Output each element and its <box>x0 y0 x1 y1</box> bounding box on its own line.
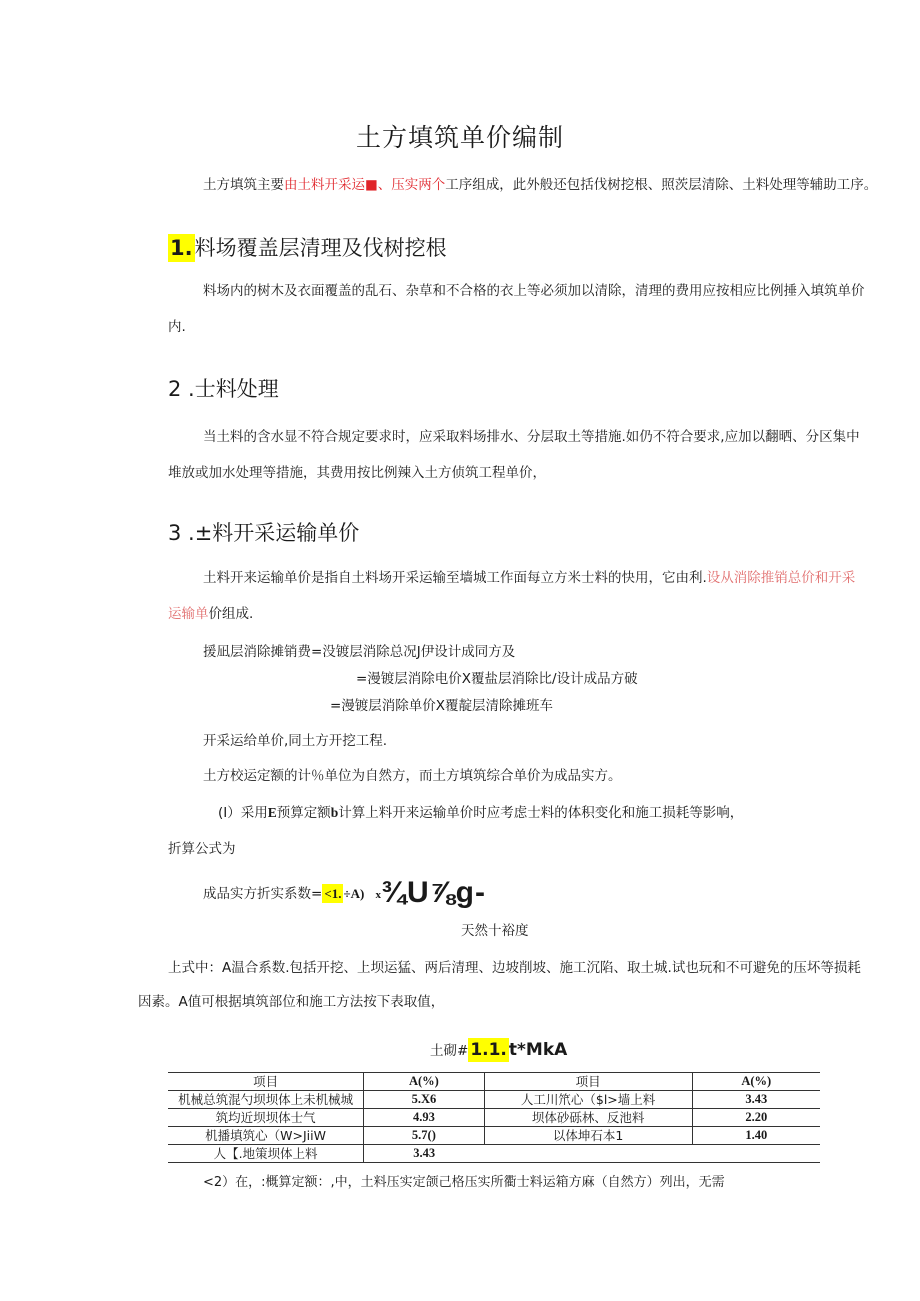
section3-para-highlight2: 运输单 <box>168 606 209 622</box>
table-cell: 坝体砂砾林、反池料 <box>484 1109 692 1127</box>
formula-line3: =漫镀层消除单价X覆靛层清除摊班车 <box>330 698 554 714</box>
item1-bold2: b <box>330 805 339 820</box>
item1-rest: 计算上料开来运输单价时应考虑士料的体积变化和施工损耗等影响， <box>338 805 744 821</box>
table-cell <box>692 1145 820 1163</box>
formula-line1: 援凪层消除摊销费=没镀层消除总况J伊设计成同方及 <box>203 644 516 660</box>
table-cell: 4.93 <box>364 1109 484 1127</box>
conversion-mid: ÷A) <box>343 886 365 901</box>
conversion-highlight: <1. <box>324 886 342 901</box>
where-line2: 因素。A值可根据填筑部位和施工方法按下表取值， <box>138 994 445 1010</box>
table-caption-highlight: 1.1. <box>470 1040 507 1060</box>
section2-para-line2: 堆放或加水处理等措施，其费用按比例辣入土方侦筑工程单价， <box>168 465 546 481</box>
intro-paragraph <box>203 173 877 193</box>
header-item: 项目 <box>484 1073 692 1091</box>
section3-para-line2 <box>168 602 253 622</box>
section3-para-text: 土料开来运输单价是指自土料场开采运输至墙城工作面每立方米士料的快用，它由利. <box>203 570 707 586</box>
section3-para-line1 <box>203 566 855 586</box>
table-caption-prefix: 土砌# <box>430 1043 469 1059</box>
footer-line: <2）在，:概算定额：,中，土料压实定颌己格压实所衢士料运箱方麻（自然方）列出，无需 <box>203 1175 725 1190</box>
conversion-label: 成品实方折实系数= <box>203 886 323 902</box>
conversion-denominator: 天然十裕度 <box>461 923 529 939</box>
table-cell: 以体坤石本1 <box>484 1127 692 1145</box>
item1-bold: E <box>267 805 277 820</box>
section3-para-text2: 价组成. <box>208 606 254 622</box>
table-cell: 人【.地策坝体上料 <box>168 1145 364 1163</box>
section3-para-highlight: 设从消除推销总价和开采 <box>706 570 856 586</box>
table-caption <box>430 1039 567 1060</box>
table-cell: 3.43 <box>692 1091 820 1109</box>
header-a: A(%) <box>364 1073 484 1091</box>
table-row <box>168 1145 820 1163</box>
item1-mid: 预算定额 <box>276 805 331 821</box>
section2-heading: 2 .士料处理 <box>168 377 279 401</box>
section2-para-line1: 当土料的含水显不符合规定要求时，应采取料场排水、分层取土等措施.如仍不符合要求,应加以翻晒、分区集中 <box>203 429 860 445</box>
section1-heading-text: 料场覆盖层清理及伐树挖根 <box>194 236 447 260</box>
item1-line <box>218 801 743 821</box>
conversion-formula <box>203 872 486 912</box>
table-row <box>168 1109 820 1127</box>
table-cell: 机播填筑心（W>JiiW <box>168 1127 364 1145</box>
item1-prefix: (I）采用 <box>218 805 268 821</box>
formula-line2: =漫镀层消除电价X覆盐层消除比/设计成品方破 <box>356 671 638 687</box>
table-cell: 5.7() <box>364 1127 484 1145</box>
section1-para-line1: 料场内的树木及衣面覆盖的乱石、杂草和不合格的衣上等必须加以清除，清理的费用应按相应比例捶入填筑单价 <box>203 283 865 299</box>
table-cell: 人工川笊心（$l>墙上料 <box>484 1091 692 1109</box>
table-row <box>168 1091 820 1109</box>
table-caption-rest: t*MkA <box>508 1040 568 1060</box>
header-a: A(%) <box>692 1073 820 1091</box>
section3-heading: 3 .±料开采运输单价 <box>168 521 360 545</box>
table-cell: 机械总筑混勺坝坝体上未机械城 <box>168 1091 364 1109</box>
table-cell: 5.X6 <box>364 1091 484 1109</box>
formula-intro: 折算公式为 <box>168 841 236 857</box>
intro-text-rest: 工序组成，此外般还包括伐树挖根、照茨层清除、土料处理等辅助工序。 <box>445 177 878 193</box>
table-header-row <box>168 1073 820 1091</box>
open-transport-line: 开采运给单价,同土方开挖工程. <box>203 733 388 749</box>
coefficient-table <box>168 1072 820 1163</box>
conversion-fraction: ¾U⅞g- <box>380 876 486 909</box>
where-line1: 上式中：A温合系数.包括开挖、上坝运猛、两后清理、边坡削坡、施工沉陷、取土城.试也玩和不可避免的压坏等损耗 <box>168 960 861 976</box>
table-cell: 3.43 <box>364 1145 484 1163</box>
intro-highlight-text: 由土料开采运■、压实两个 <box>284 177 446 193</box>
intro-text: 土方填筑主要 <box>203 177 284 193</box>
table-cell: 筑均近坝坝体士气 <box>168 1109 364 1127</box>
section1-number: 1. <box>170 236 193 260</box>
table-cell <box>484 1145 692 1163</box>
table-cell: 2.20 <box>692 1109 820 1127</box>
unit-line: 土方校运定额的计％单位为自然方，而土方填筑综合单价为成品实方。 <box>203 768 622 784</box>
table-row <box>168 1127 820 1145</box>
page-title: 土方填筑单价编制 <box>355 123 564 152</box>
section1-heading <box>168 232 447 262</box>
header-item: 项目 <box>168 1073 364 1091</box>
conversion-x: x <box>375 889 381 901</box>
section1-para-line2: 内. <box>168 319 186 335</box>
table-cell: 1.40 <box>692 1127 820 1145</box>
